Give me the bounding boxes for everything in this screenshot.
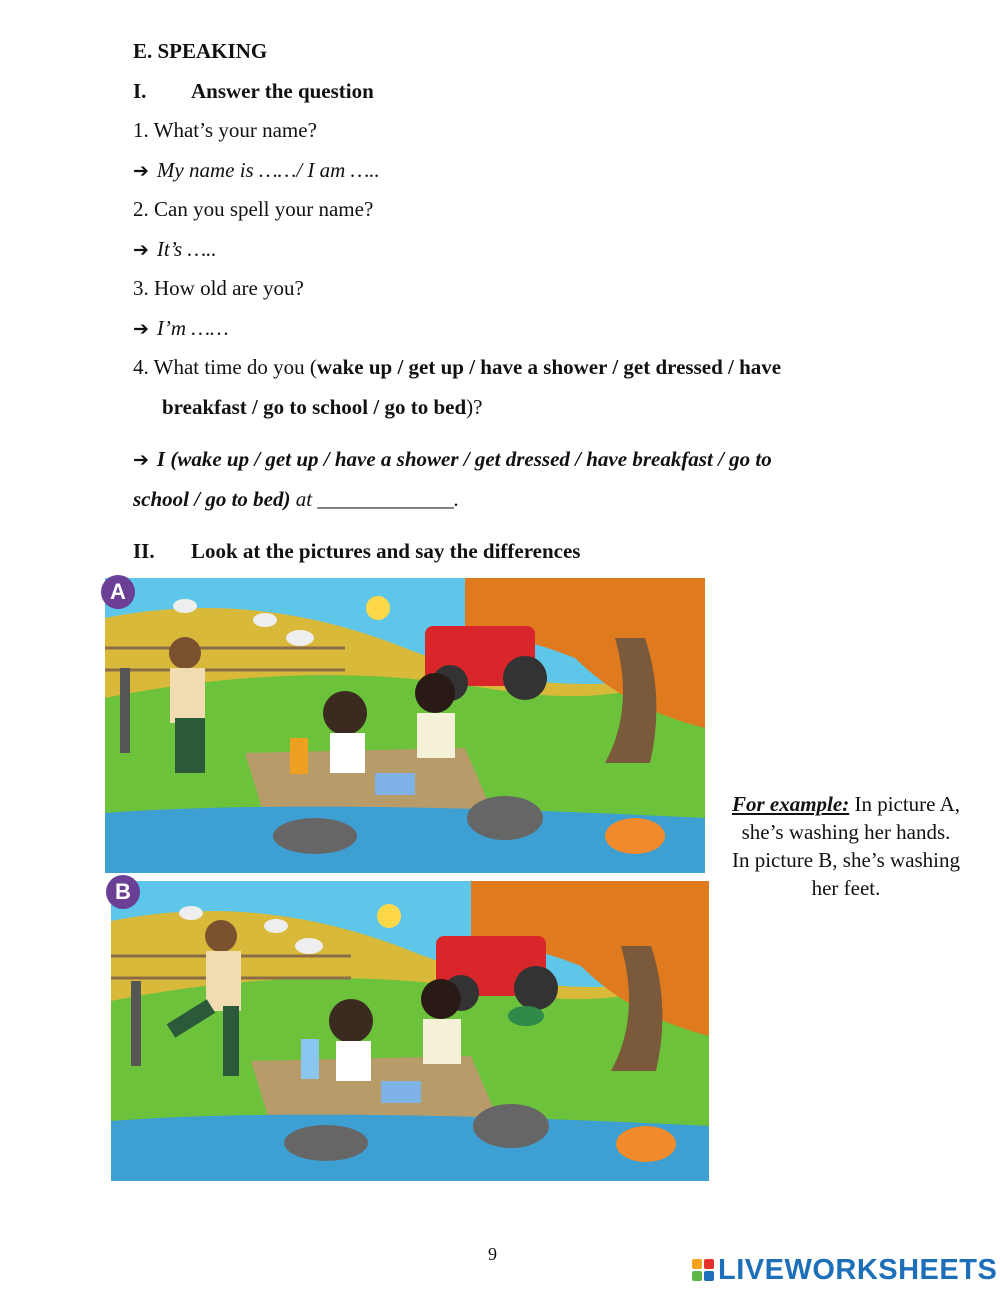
answer-4-blank: at _____________. bbox=[290, 487, 460, 511]
question-4-activities-1: wake up / get up / have a shower / get dressed / have bbox=[316, 355, 782, 379]
question-4-activities-2: breakfast / go to school / go to bed bbox=[162, 395, 467, 419]
answer-2-text: It’s ….. bbox=[156, 237, 217, 261]
picture-b-badge: B bbox=[106, 875, 140, 909]
part2-number: II. bbox=[133, 539, 155, 563]
part1-title: Answer the question bbox=[191, 79, 374, 103]
answer-2 bbox=[133, 236, 217, 263]
example-line-3: In picture B, she’s washing bbox=[731, 848, 961, 872]
answer-1-text: My name is ……/ I am ….. bbox=[156, 158, 380, 182]
answer-3 bbox=[133, 315, 229, 342]
part2-title: Look at the pictures and say the differences bbox=[191, 539, 581, 563]
page-number: 9 bbox=[488, 1244, 497, 1264]
arrow-right-icon: ➔ bbox=[133, 318, 149, 340]
answer-4-line-1 bbox=[133, 446, 772, 473]
question-1: 1. What’s your name? bbox=[133, 118, 317, 142]
picnic-scene-b-illustration bbox=[111, 881, 709, 1181]
example-text-1: In picture A, bbox=[849, 792, 961, 816]
section-title: E. SPEAKING bbox=[133, 39, 268, 63]
picture-a-badge: A bbox=[101, 575, 135, 609]
arrow-right-icon: ➔ bbox=[133, 449, 149, 471]
example-line-2: she’s washing her hands. bbox=[741, 820, 951, 844]
question-4-line-1 bbox=[133, 354, 781, 380]
picture-a bbox=[105, 578, 705, 873]
example-line-1 bbox=[716, 790, 976, 818]
picnic-scene-a-illustration bbox=[105, 578, 705, 873]
liveworksheets-logo-icon bbox=[692, 1259, 714, 1281]
answer-3-text: I’m …… bbox=[156, 316, 229, 340]
liveworksheets-logo bbox=[692, 1252, 997, 1288]
part1-heading bbox=[133, 78, 374, 104]
part2-heading bbox=[133, 538, 580, 564]
question-4-prefix: 4. What time do you ( bbox=[133, 355, 317, 379]
brand-name: LIVEWORKSHEETS bbox=[718, 1253, 998, 1286]
question-4-suffix: )? bbox=[466, 395, 483, 419]
answer-1 bbox=[133, 157, 380, 184]
answer-4-text-1: I (wake up / get up / have a shower / get dressed / have breakfast / go to bbox=[156, 447, 772, 471]
example-line-4: her feet. bbox=[811, 876, 881, 900]
picture-b bbox=[111, 881, 709, 1181]
arrow-right-icon: ➔ bbox=[133, 160, 149, 182]
example-text bbox=[716, 790, 976, 902]
answer-4-line-2 bbox=[133, 486, 459, 512]
part1-number: I. bbox=[133, 79, 147, 103]
question-4-line-2 bbox=[162, 394, 482, 420]
arrow-right-icon: ➔ bbox=[133, 239, 149, 261]
question-2: 2. Can you spell your name? bbox=[133, 197, 374, 221]
question-3: 3. How old are you? bbox=[133, 276, 304, 300]
example-label: For example: bbox=[731, 792, 850, 816]
answer-4-text-2: school / go to bed) bbox=[133, 487, 291, 511]
